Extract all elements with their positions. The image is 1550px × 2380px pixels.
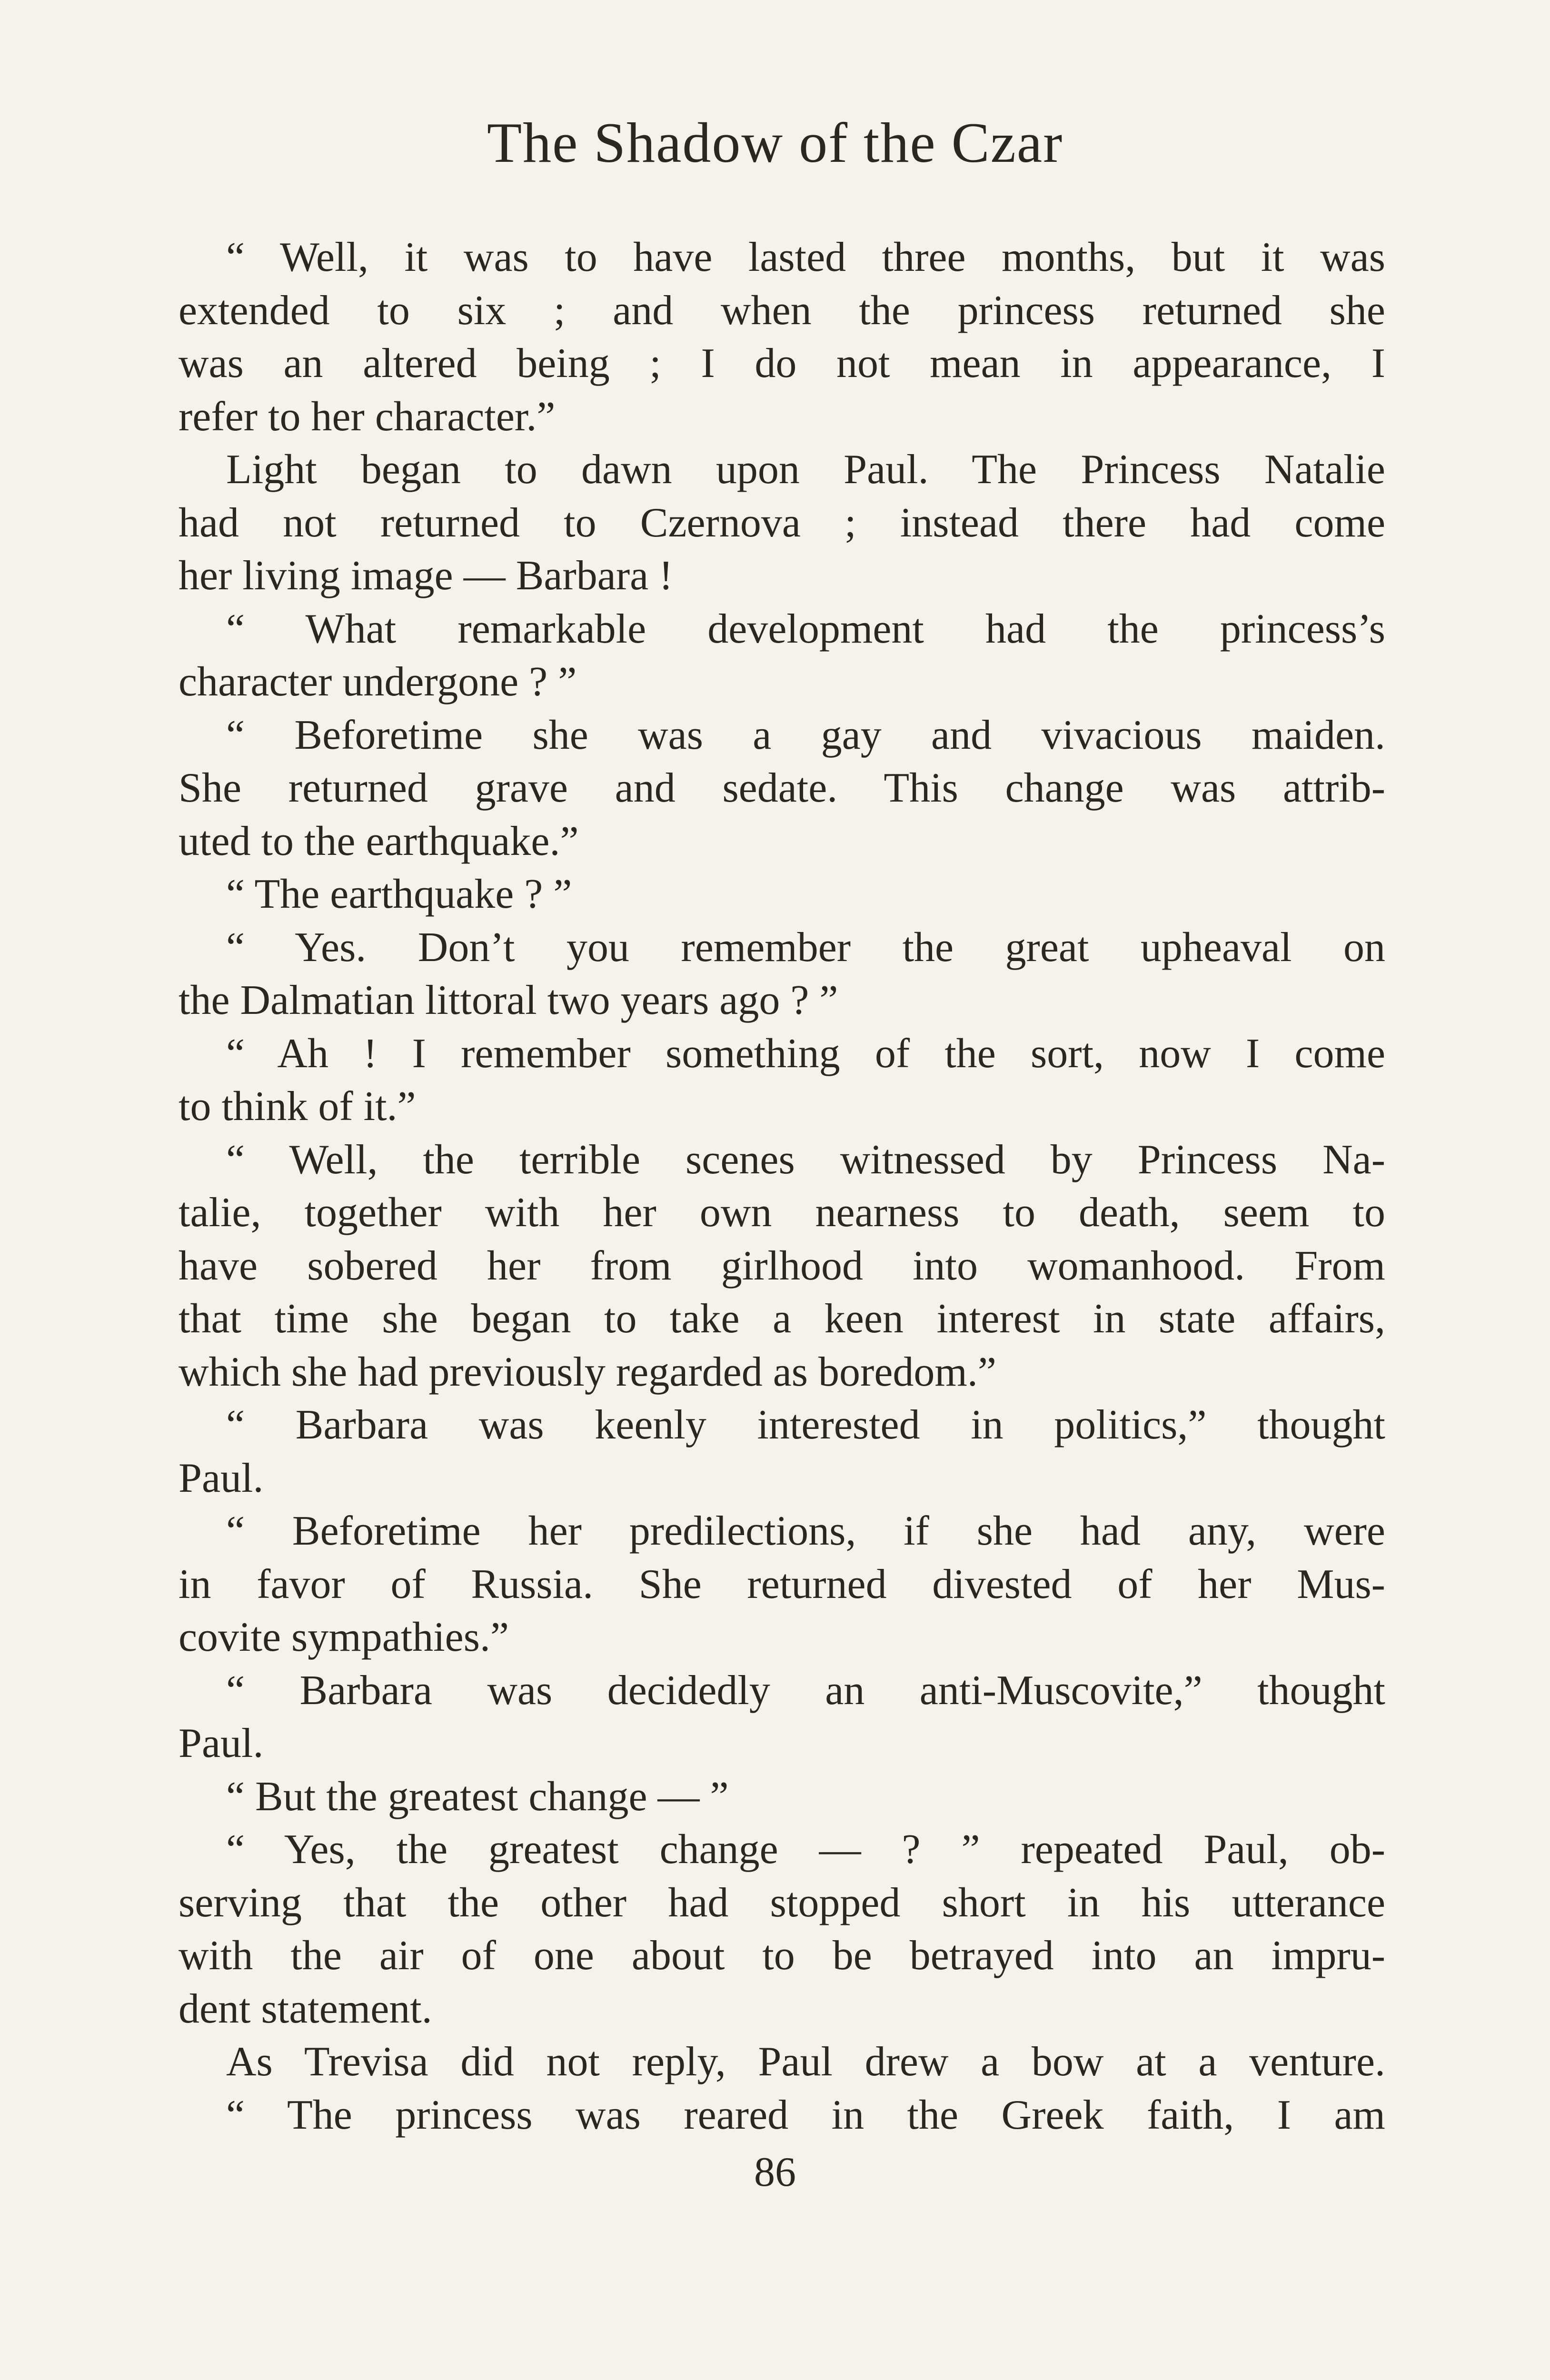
text-line: “ But the greatest change — ”: [226, 1773, 729, 1820]
text-line: her living image — Barbara !: [179, 553, 673, 599]
text-line: covite sympathies.”: [179, 1614, 509, 1660]
text-line: in favor of Russia. She returned divested of her Mus-: [179, 1561, 1385, 1607]
text-line: “ Barbara was decidedly an anti-Muscovite,” thought: [226, 1667, 1385, 1714]
page-number: 86: [754, 2149, 796, 2195]
text-line: that time she began to take a keen interest in state affairs,: [179, 1296, 1385, 1342]
text-line: “ The earthquake ? ”: [226, 871, 572, 917]
text-line: She returned grave and sedate. This change was attrib-: [179, 765, 1385, 811]
text-line: uted to the earthquake.”: [179, 818, 579, 864]
text-line: “ Ah ! I remember something of the sort, now I come: [226, 1030, 1385, 1077]
text-line: “ Yes. Don’t you remember the great upheaval on: [226, 924, 1385, 971]
text-line: to think of it.”: [179, 1083, 416, 1130]
text-line: the Dalmatian littoral two years ago ? ”: [179, 977, 838, 1023]
text-line: Paul.: [179, 1455, 264, 1501]
text-line: “ What remarkable development had the princess’s: [226, 605, 1385, 652]
text-line: which she had previously regarded as boredom.”: [179, 1349, 996, 1395]
text-line: talie, together with her own nearness to death, seem to: [179, 1190, 1385, 1236]
text-line: was an altered being ; I do not mean in appearance, I: [179, 340, 1385, 387]
text-line: “ Well, the terrible scenes witnessed by Princess Na-: [226, 1136, 1385, 1183]
text-line: dent statement.: [179, 1985, 432, 2032]
text-line: Paul.: [179, 1720, 264, 1766]
text-line: have sobered her from girlhood into womanhood. From: [179, 1242, 1385, 1289]
text-line: “ Beforetime she was a gay and vivacious maiden.: [226, 712, 1385, 758]
text-line: refer to her character.”: [179, 393, 556, 440]
text-line: character undergone ? ”: [179, 659, 577, 705]
text-line: “ Well, it was to have lasted three months, but it was: [226, 234, 1385, 280]
body-text: [179, 231, 1385, 2142]
text-line: Light began to dawn upon Paul. The Princess Natalie: [226, 446, 1385, 493]
text-line: “ Yes, the greatest change — ? ” repeated Paul, ob-: [226, 1826, 1385, 1873]
text-line: As Trevisa did not reply, Paul drew a bow at a venture.: [226, 2039, 1385, 2085]
text-line: had not returned to Czernova ; instead there had come: [179, 499, 1385, 546]
text-line: extended to six ; and when the princess returned she: [179, 287, 1385, 334]
running-title: The Shadow of the Czar: [487, 111, 1063, 174]
text-line: serving that the other had stopped short in his utterance: [179, 1879, 1385, 1926]
text-line: “ The princess was reared in the Greek faith, I am: [226, 2092, 1385, 2138]
text-line: with the air of one about to be betrayed into an impru-: [179, 1933, 1385, 1979]
text-line: “ Barbara was keenly interested in politics,” thought: [226, 1402, 1385, 1448]
text-line: “ Beforetime her predilections, if she had any, were: [226, 1508, 1385, 1554]
